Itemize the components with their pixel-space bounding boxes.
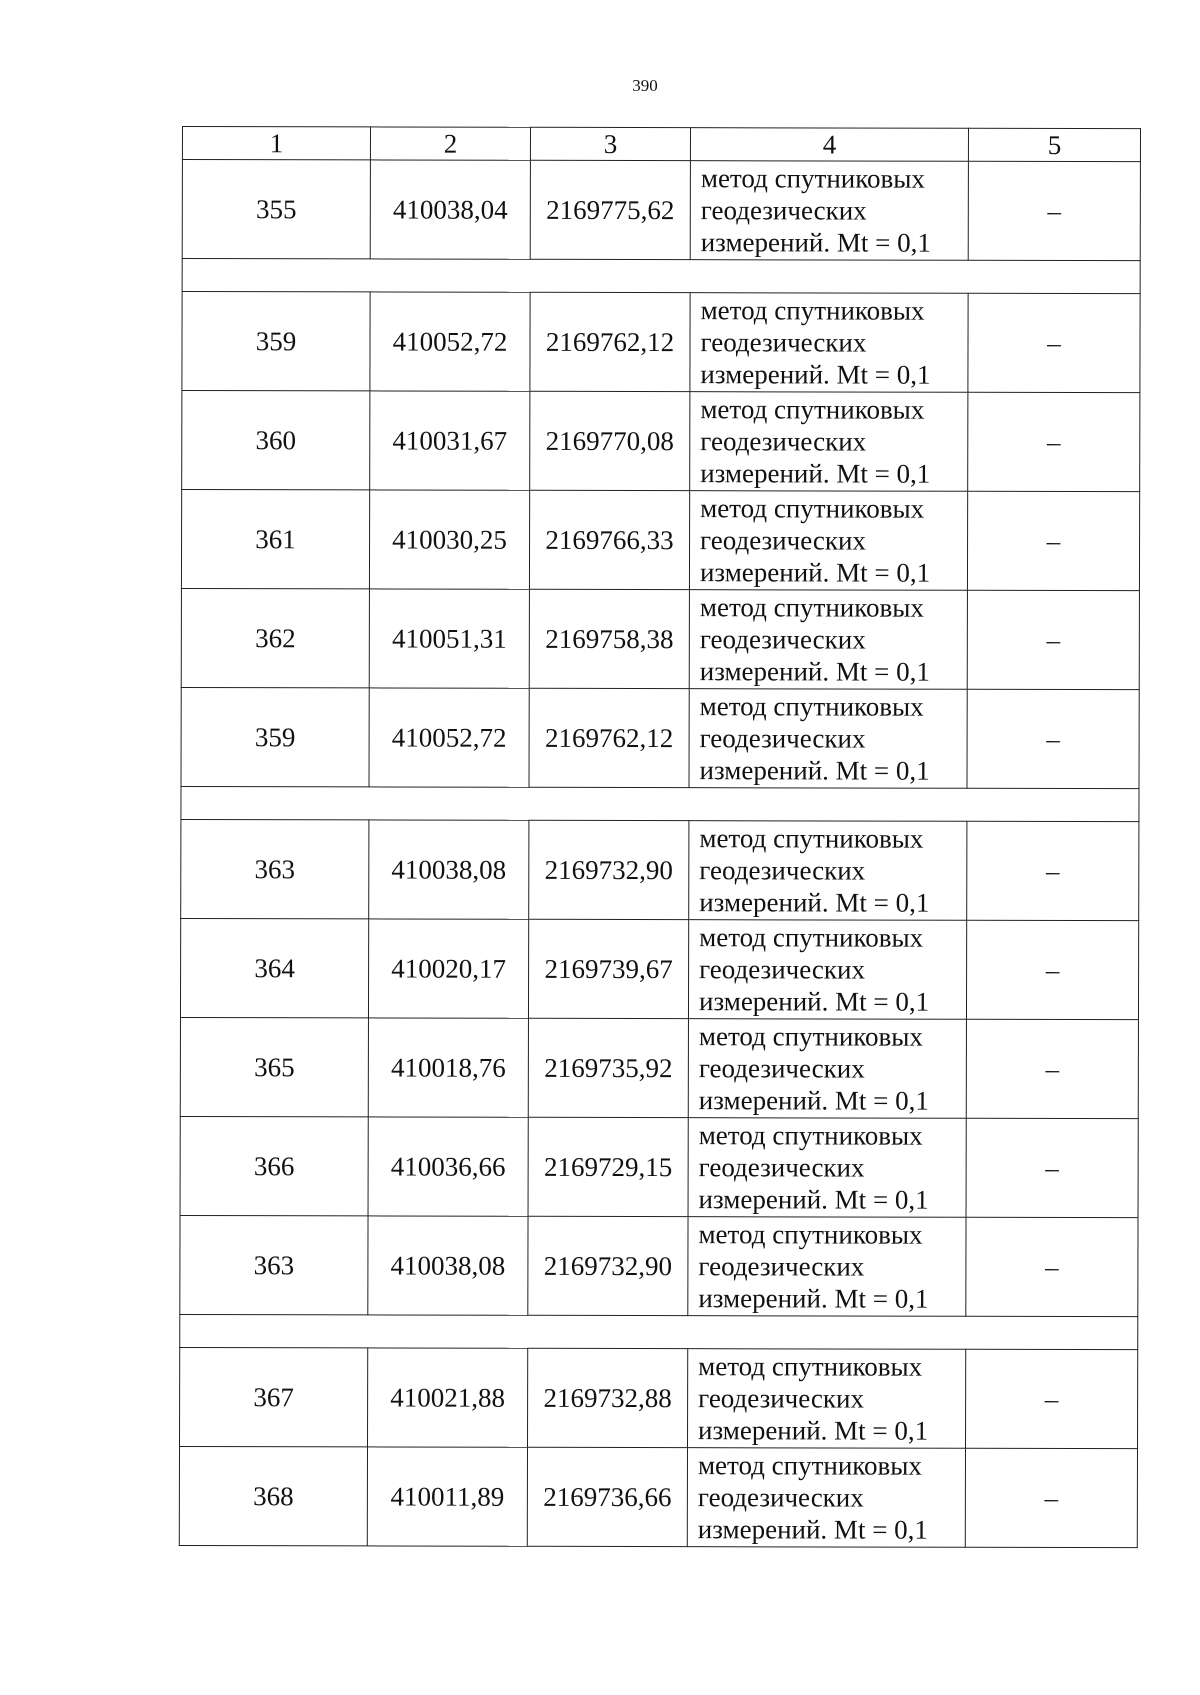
method-text-line: геодезических xyxy=(698,1053,865,1084)
table-row xyxy=(179,1446,1137,1547)
method-text-line: метод спутниковых xyxy=(698,1351,923,1382)
point-id-cell: 361 xyxy=(181,490,369,589)
method-text-line: геодезических xyxy=(700,327,867,358)
method-text-line: метод спутниковых xyxy=(700,493,925,524)
note-cell: – xyxy=(968,293,1140,392)
method-text-line: метод спутниковых xyxy=(697,1450,922,1481)
method-cell xyxy=(690,392,968,492)
method-cell xyxy=(688,1118,966,1218)
method-text-line: геодезических xyxy=(699,855,866,886)
method-cell xyxy=(687,1448,965,1548)
note-cell: – xyxy=(966,1217,1138,1316)
y-coordinate-cell: 2169762,12 xyxy=(529,688,689,787)
column-header-3: 3 xyxy=(530,127,690,160)
x-coordinate-cell: 410021,88 xyxy=(368,1348,528,1447)
y-coordinate-cell: 2169766,33 xyxy=(529,490,689,589)
x-coordinate-cell: 410052,72 xyxy=(369,688,529,787)
method-text-line: измерений. Mt = 0,1 xyxy=(698,1085,929,1116)
method-cell xyxy=(688,1217,966,1317)
method-text-line: геодезических xyxy=(698,1152,865,1183)
point-id-cell: 362 xyxy=(181,588,369,687)
table-row xyxy=(181,819,1139,920)
note-cell: – xyxy=(967,590,1139,689)
method-text-line: измерений. Mt = 0,1 xyxy=(698,1184,929,1215)
x-coordinate-cell: 410018,76 xyxy=(368,1018,528,1117)
method-text-line: геодезических xyxy=(698,1383,865,1414)
table-separator-row xyxy=(181,786,1139,821)
column-header-5: 5 xyxy=(968,128,1140,161)
separator-cell xyxy=(182,259,1140,294)
x-coordinate-cell: 410038,08 xyxy=(368,1216,528,1315)
method-text-line: измерений. Mt = 0,1 xyxy=(697,1514,928,1545)
method-text-line: измерений. Mt = 0,1 xyxy=(699,755,930,786)
point-id-cell: 364 xyxy=(180,918,368,1017)
table-row xyxy=(180,918,1138,1019)
separator-cell xyxy=(181,786,1139,821)
point-id-cell: 366 xyxy=(180,1116,368,1215)
x-coordinate-cell: 410052,72 xyxy=(370,292,530,391)
method-text-line: метод спутниковых xyxy=(700,295,925,326)
y-coordinate-cell: 2169732,88 xyxy=(528,1348,688,1447)
method-text-line: измерений. Mt = 0,1 xyxy=(699,557,931,588)
note-cell: – xyxy=(967,689,1139,788)
note-cell: – xyxy=(966,1118,1138,1217)
note-cell: – xyxy=(967,821,1139,920)
note-cell: – xyxy=(968,161,1140,260)
method-cell xyxy=(689,491,967,591)
method-text-line: метод спутниковых xyxy=(699,592,924,623)
method-cell xyxy=(690,161,968,261)
method-cell xyxy=(689,821,967,921)
table-row xyxy=(182,292,1140,393)
table-separator-row xyxy=(182,259,1140,294)
table-row xyxy=(180,1116,1138,1217)
y-coordinate-cell: 2169762,12 xyxy=(530,292,690,391)
method-cell xyxy=(690,293,968,393)
method-text-line: геодезических xyxy=(699,723,866,754)
note-cell: – xyxy=(968,392,1140,491)
method-cell xyxy=(689,590,967,690)
column-header-1: 1 xyxy=(182,127,370,160)
method-text-line: измерений. Mt = 0,1 xyxy=(698,1283,929,1314)
x-coordinate-cell: 410036,66 xyxy=(368,1117,528,1216)
point-id-cell: 365 xyxy=(180,1017,368,1116)
method-text-line: геодезических xyxy=(700,195,867,226)
table-separator-row xyxy=(180,1314,1138,1349)
method-text-line: геодезических xyxy=(700,525,866,556)
coordinates-table-container xyxy=(179,126,1140,1548)
point-id-cell: 363 xyxy=(180,1215,368,1314)
y-coordinate-cell: 2169732,90 xyxy=(528,1216,688,1315)
method-text-line: метод спутниковых xyxy=(698,1219,923,1250)
method-cell xyxy=(688,920,966,1020)
page-number: 390 xyxy=(632,76,658,95)
method-cell xyxy=(689,689,967,789)
method-text-line: геодезических xyxy=(700,426,867,457)
method-cell xyxy=(688,1019,966,1119)
table-row xyxy=(182,391,1140,492)
x-coordinate-cell: 410011,89 xyxy=(367,1447,527,1546)
x-coordinate-cell: 410020,17 xyxy=(368,919,528,1018)
table-body xyxy=(179,127,1140,1548)
table-row xyxy=(180,1215,1138,1316)
y-coordinate-cell: 2169758,38 xyxy=(529,589,689,688)
method-text-line: метод спутниковых xyxy=(699,691,924,722)
y-coordinate-cell: 2169735,92 xyxy=(528,1018,688,1117)
column-header-2: 2 xyxy=(370,127,530,160)
point-id-cell: 359 xyxy=(181,687,369,786)
y-coordinate-cell: 2169775,62 xyxy=(530,160,690,259)
point-id-cell: 355 xyxy=(182,160,370,259)
x-coordinate-cell: 410030,25 xyxy=(369,490,529,589)
method-text-line: метод спутниковых xyxy=(698,1021,923,1052)
point-id-cell: 360 xyxy=(182,391,370,490)
point-id-cell: 363 xyxy=(181,819,369,918)
table-row xyxy=(182,160,1140,261)
table-row xyxy=(181,490,1139,591)
table-row xyxy=(180,1017,1138,1118)
method-text-line: геодезических xyxy=(699,954,866,985)
x-coordinate-cell: 410051,31 xyxy=(369,589,529,688)
coordinates-table xyxy=(179,126,1141,1548)
y-coordinate-cell: 2169732,90 xyxy=(529,820,689,919)
x-coordinate-cell: 410031,67 xyxy=(370,391,530,490)
method-text-line: метод спутниковых xyxy=(700,163,925,194)
x-coordinate-cell: 410038,04 xyxy=(370,160,530,259)
method-text-line: метод спутниковых xyxy=(700,394,925,425)
method-text-line: измерений. Mt = 0,1 xyxy=(698,1415,929,1446)
table-row xyxy=(180,1347,1138,1448)
separator-cell xyxy=(180,1314,1138,1349)
x-coordinate-cell: 410038,08 xyxy=(369,820,529,919)
note-cell: – xyxy=(966,1019,1138,1118)
y-coordinate-cell: 2169770,08 xyxy=(530,391,690,490)
method-text-line: метод спутниковых xyxy=(698,1120,923,1151)
method-text-line: измерений. Mt = 0,1 xyxy=(698,986,930,1017)
table-row xyxy=(181,687,1139,788)
method-text-line: геодезических xyxy=(699,624,866,655)
table-row xyxy=(181,588,1139,689)
method-cell xyxy=(688,1349,966,1449)
column-header-4: 4 xyxy=(690,128,968,162)
y-coordinate-cell: 2169739,67 xyxy=(528,919,688,1018)
method-text-line: измерений. Mt = 0,1 xyxy=(699,656,930,687)
note-cell: – xyxy=(966,920,1138,1019)
table-header-row xyxy=(182,127,1140,162)
method-text-line: измерений. Mt = 0,1 xyxy=(699,887,930,918)
point-id-cell: 367 xyxy=(180,1347,368,1446)
method-text-line: измерений. Mt = 0,1 xyxy=(700,359,931,390)
note-cell: – xyxy=(966,1349,1138,1448)
y-coordinate-cell: 2169736,66 xyxy=(527,1447,687,1546)
note-cell: – xyxy=(967,491,1139,590)
note-cell: – xyxy=(965,1448,1137,1547)
y-coordinate-cell: 2169729,15 xyxy=(528,1117,688,1216)
method-text-line: геодезических xyxy=(697,1482,864,1513)
method-text-line: геодезических xyxy=(698,1251,865,1282)
method-text-line: измерений. Mt = 0,1 xyxy=(700,227,931,258)
method-text-line: метод спутниковых xyxy=(699,823,924,854)
point-id-cell: 359 xyxy=(182,292,370,391)
method-text-line: метод спутниковых xyxy=(699,922,924,953)
method-text-line: измерений. Mt = 0,1 xyxy=(700,458,931,489)
point-id-cell: 368 xyxy=(179,1446,367,1545)
